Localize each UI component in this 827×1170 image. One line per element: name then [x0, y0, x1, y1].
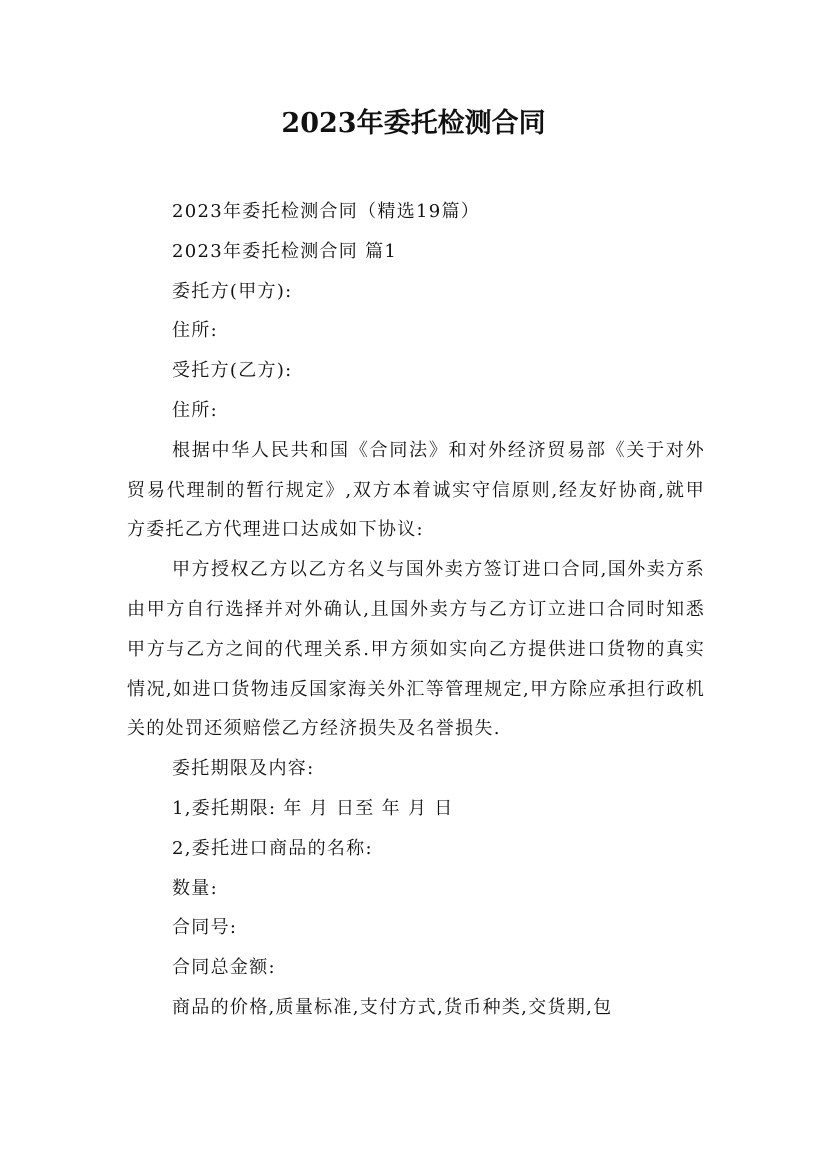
quantity-line: 数量:: [172, 877, 218, 899]
commodity-terms-line: 商品的价格,质量标准,支付方式,货币种类,交货期,包: [172, 996, 613, 1018]
agent-party-label: 受托方(乙方):: [172, 360, 293, 382]
contract-number-line: 合同号:: [172, 917, 238, 939]
commodity-name-line: 2,委托进口商品的名称:: [172, 837, 373, 859]
document-title: 2023年委托检测合同: [281, 108, 546, 139]
paragraph-preamble: 根据中华人民共和国《合同法》和对外经济贸易部《关于对外贸易代理制的暂行规定》,双方本着诚实守信原则,经友好协商,就甲方委托乙方代理进口达成如下协议:: [127, 439, 705, 541]
document-subtitle: 2023年委托检测合同（精选19篇）: [172, 201, 481, 222]
term-content-heading: 委托期限及内容:: [172, 758, 315, 780]
contract-amount-line: 合同总金额:: [172, 957, 276, 979]
client-address-label: 住所:: [172, 320, 218, 342]
paragraph-authorization: 甲方授权乙方以乙方名义与国外卖方签订进口合同,国外卖方系由甲方自行选择并对外确认,且国外卖方与乙方订立进口合同时知悉甲方与乙方之间的代理关系.甲方须如实向乙方提供进口货物的真实情况,如进口货物违反国家海关外汇等管理规定,甲方除应承担行政机关的处罚还须赔偿乙方经济损失及名誉损失.: [127, 559, 705, 740]
term-period-line: 1,委托期限: 年 月 日至 年 月 日: [172, 797, 454, 819]
section-heading: 2023年委托检测合同 篇1: [172, 240, 398, 262]
agent-address-label: 住所:: [172, 399, 218, 421]
document-body: [127, 192, 705, 1028]
client-party-label: 委托方(甲方):: [172, 280, 293, 302]
